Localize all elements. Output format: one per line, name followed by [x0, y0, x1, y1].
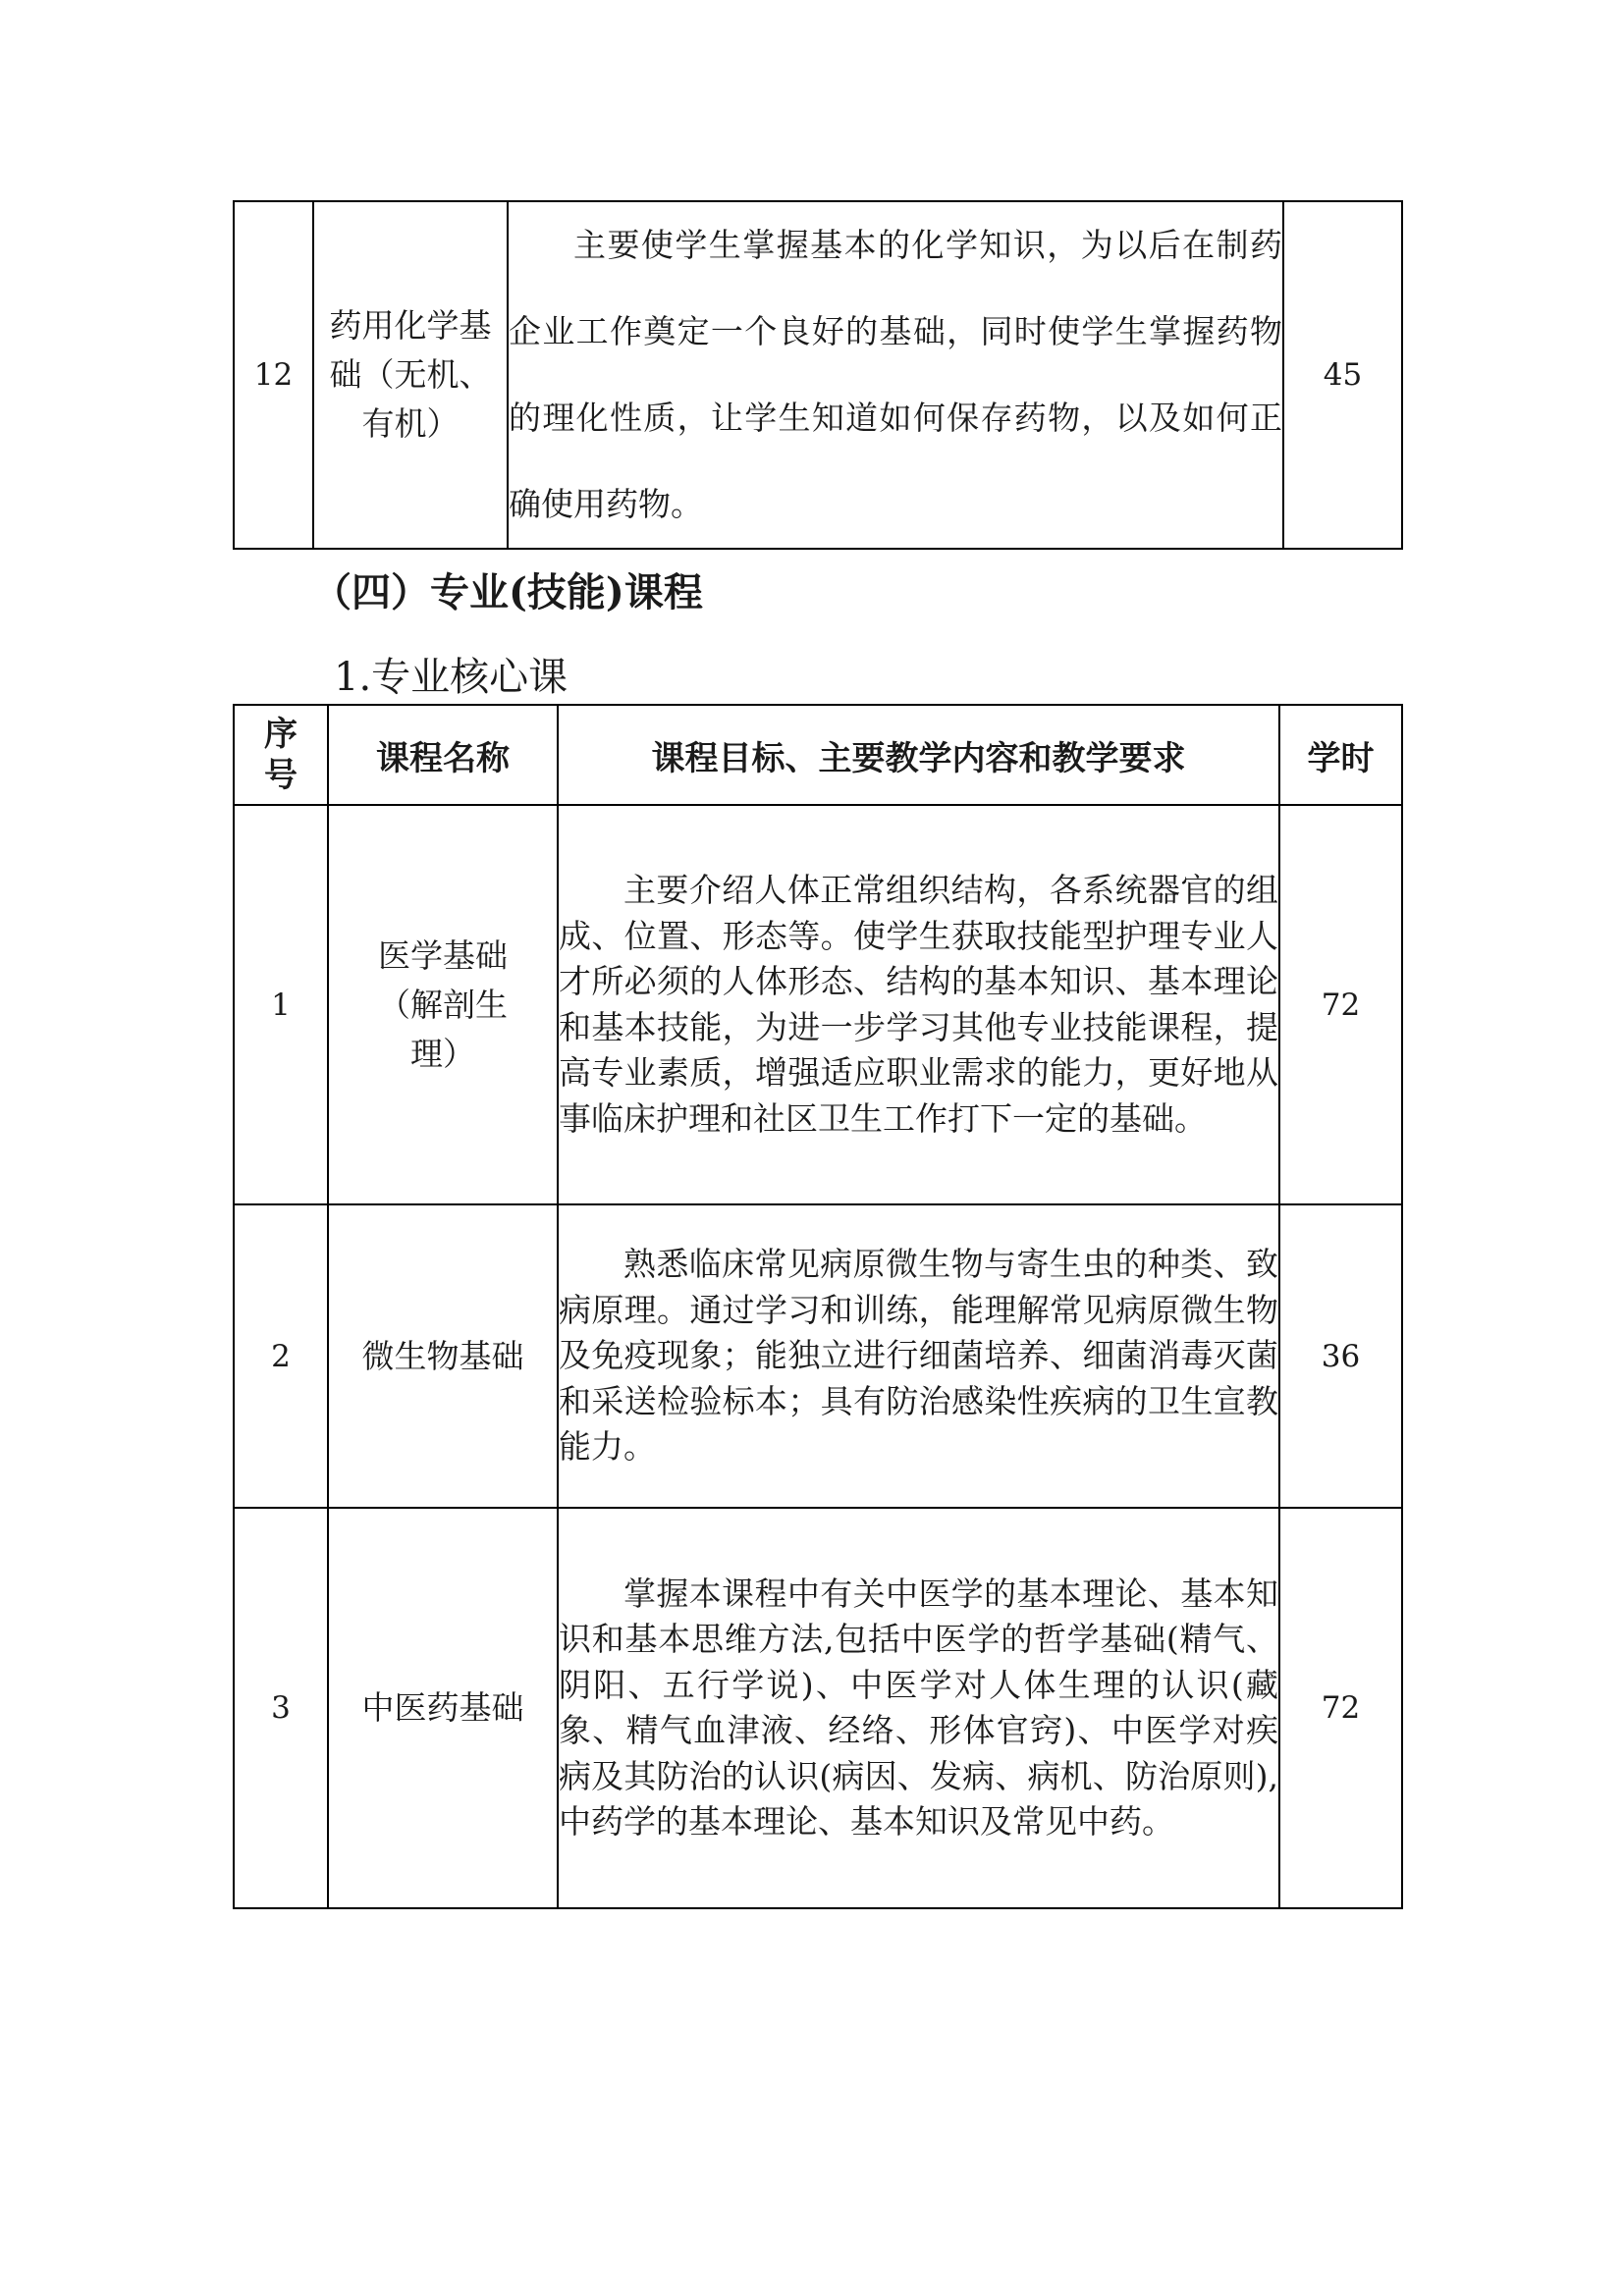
course-description: 熟悉临床常见病原微生物与寄生虫的种类、致病原理。通过学习和训练，能理解常见病原微生物及免疫现象；能独立进行细菌培养、细菌消毒灭菌和采送检验标本；具有防治感染性疾病的卫生宣教能力。 [558, 1204, 1279, 1508]
course-description: 主要使学生掌握基本的化学知识，为以后在制药企业工作奠定一个良好的基础，同时使学生掌握药物的理化性质，让学生知道如何保存药物，以及如何正确使用药物。 [508, 201, 1283, 549]
subsection-heading: 1.专业核心课 [334, 655, 568, 700]
header-desc: 课程目标、主要教学内容和教学要求 [558, 705, 1279, 805]
course-hours: 45 [1283, 201, 1402, 549]
course-description: 掌握本课程中有关中医学的基本理论、基本知识和基本思维方法,包括中医学的哲学基础(精气、阴阳、五行学说)、中医学对人体生理的认识(藏象、精气血津液、经络、形体官窍)、中医学对疾病及其防治的认识(病因、发病、病机、防治原则),中药学的基本理论、基本知识及常见中药。 [558, 1508, 1279, 1908]
section-heading: （四）专业(技能)课程 [312, 569, 703, 615]
header-name: 课程名称 [328, 705, 558, 805]
row-number: 1 [234, 805, 328, 1204]
row-number: 12 [234, 201, 313, 549]
table-header-row [234, 705, 1402, 805]
header-num: 序号 [234, 705, 328, 805]
course-hours: 36 [1279, 1204, 1402, 1508]
course-hours: 72 [1279, 805, 1402, 1204]
course-description: 主要介绍人体正常组织结构，各系统器官的组成、位置、形态等。使学生获取技能型护理专业人才所必须的人体形态、结构的基本知识、基本理论和基本技能，为进一步学习其他专业技能课程，提高专业素质，增强适应职业需求的能力，更好地从事临床护理和社区卫生工作打下一定的基础。 [558, 805, 1279, 1204]
row-number: 2 [234, 1204, 328, 1508]
table-row [234, 1508, 1402, 1908]
course-name: 医学基础（解剖生理） [328, 805, 558, 1204]
table-row [234, 201, 1402, 549]
course-table-continued [233, 200, 1403, 550]
table-row [234, 1204, 1402, 1508]
course-hours: 72 [1279, 1508, 1402, 1908]
header-hours: 学时 [1279, 705, 1402, 805]
core-course-table [233, 704, 1403, 1909]
course-name: 药用化学基础（无机、有机） [313, 201, 508, 549]
course-name: 中医药基础 [328, 1508, 558, 1908]
row-number: 3 [234, 1508, 328, 1908]
table-row [234, 805, 1402, 1204]
course-name: 微生物基础 [328, 1204, 558, 1508]
